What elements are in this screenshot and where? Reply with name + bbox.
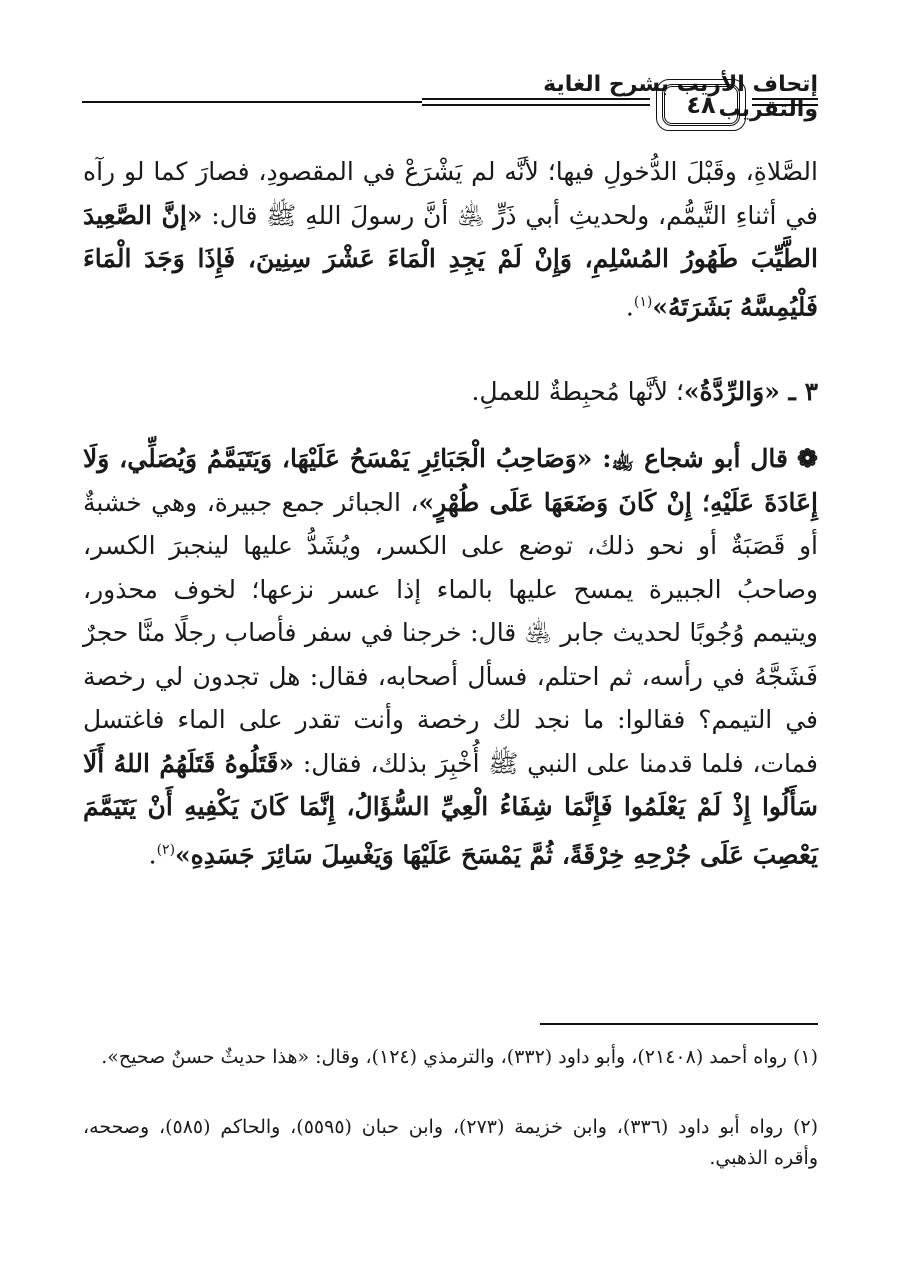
flower-ornament-icon: ❁ xyxy=(797,444,818,473)
item-3-term: «وَالرِّدَّةُ» xyxy=(683,377,780,406)
header-rule-top-right xyxy=(752,98,818,100)
footnote-2-text: رواه أبو داود (٣٣٦)، وابن خزيمة (٢٧٣)، وابن حبان (٥٥٩٥)، والحاكم (٥٨٥)، وصححه، وأقره الذهبي. xyxy=(83,1116,818,1169)
footnote-ref-1: (١) xyxy=(633,293,653,310)
item-3-apostasy xyxy=(83,370,818,414)
footnote-2-number: (٢) xyxy=(792,1116,818,1138)
matn-quote: «وَصَاحِبُ الْجَبَائِرِ يَمْسَحُ عَلَيْهَا، وَيَتَيَمَّمُ وَيُصَلِّي، وَلَا إِعَادَةَ عَلَيْهِ؛ إِنْ كَانَ وَضَعَهَا عَلَى طُهْرٍ» xyxy=(83,444,819,517)
footnote-separator xyxy=(540,1023,818,1025)
footnote-1-text: رواه أحمد (٢١٤٠٨)، وأبو داود (٣٣٢)، والترمذي (١٢٤)، وقال: «هذا حديثٌ حسنٌ صحيح». xyxy=(101,1046,787,1068)
header-rule-long xyxy=(82,101,422,103)
running-header-title: إتحاف الأريب بشرح الغاية والتقريب xyxy=(543,72,818,122)
page-number: ٤٨ xyxy=(662,84,740,126)
hadith-quote-2: «قَتَلُوهُ قَتَلَهُمُ اللهُ أَلَا سَأَلُوا إِذْ لَمْ يَعْلَمُوا فَإِنَّمَا شِفَاءُ الْعِيِّ السُّؤَالُ، إِنَّمَا كَانَ يَكْفِيهِ أَنْ يَتَيَمَّمَ يَعْصِبَ عَلَى جُرْحِهِ خِرْقَةً، ثُمَّ يَمْسَحَ عَلَيْهَا وَيَغْسِلَ سَائِرَ جَسَدِهِ» xyxy=(83,748,818,869)
header-rule-left-a xyxy=(422,98,650,100)
footnote-1-number: (١) xyxy=(792,1046,818,1068)
item-3-text: ؛ لأنَّها مُحبِطةٌ للعملِ. xyxy=(471,377,684,406)
footnote-2 xyxy=(83,1112,818,1174)
hadith-quote-1: «إنَّ الصَّعِيدَ الطَّيِّبَ طَهُورُ المُسْلِمِ، وَإِنْ لَمْ يَجِدِ الْمَاءَ عَشْرَ سِنِينَ، فَإِذَا وَجَدَ الْمَاءَ فَلْيُمِسَّهُ بَشَرَتَهُ» xyxy=(83,200,818,321)
paragraph-1 xyxy=(83,150,818,328)
paragraph-3 xyxy=(83,437,818,876)
author-lead: قال أبو شجاع ﵀: xyxy=(592,444,788,473)
header-rule-bottom-right xyxy=(752,104,818,106)
paragraph-3-end: . xyxy=(148,839,157,869)
paragraph-1-text: الصَّلاةِ، وقَبْلَ الدُّخولِ فيها؛ لأنَّه لم يَشْرَعْ في المقصودِ، فصارَ كما لو رآه في أثناءِ التَّيمُّم، ولحديثِ أبي ذَرٍّ ﵁ أنَّ رسولَ اللهِ ﷺ قال: xyxy=(83,157,819,230)
footnote-1 xyxy=(83,1042,818,1073)
item-3-number: ٣ ـ xyxy=(779,377,818,406)
paragraph-1-end: . xyxy=(625,291,634,321)
header-rule-left-b xyxy=(422,104,650,106)
footnote-ref-2: (٢) xyxy=(156,841,176,858)
commentary-text: ، الجبائر جمع جبيرة، وهي خشبةٌ أو قَصَبَةٌ أو نحو ذلك، توضع على الكسر، ويُشَدُّ عليها لينجبرَ الكسر، وصاحبُ الجبيرة يمسح عليها بالماء إذا عسر نزعها؛ لخوف محذور، ويتيمم وُجُوبًا لحديث جابر ﵁ قال: خرجنا في سفر فأصاب رجلًا منَّا حجرٌ فَشَجَّهُ في رأسه، ثم احتلم، فسأل أصحابه، فقال: هل تجدون لي رخصة في التيمم؟ فقالوا: ما نجد لك رخصة وأنت تقدر على الماء فاغتسل فمات، فلما قدمنا على النبي ﷺ أُخْبِرَ بذلك، فقال: xyxy=(83,487,818,778)
